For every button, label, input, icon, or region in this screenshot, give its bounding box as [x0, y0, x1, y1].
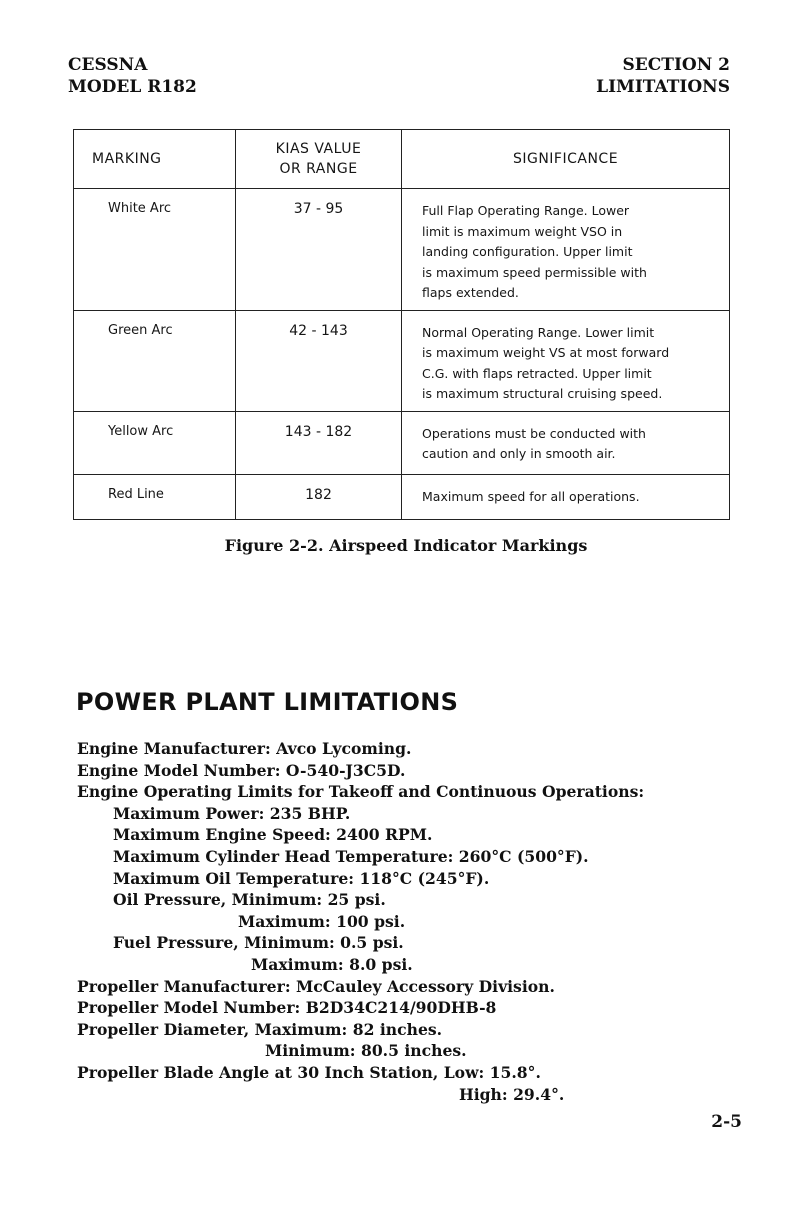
- header-section-title: LIMITATIONS: [596, 77, 730, 97]
- header-model: MODEL R182: [68, 77, 197, 97]
- operating-limits-heading: Engine Operating Limits for Takeoff and Continuous Operations:: [77, 782, 645, 802]
- cell-value: 182: [236, 474, 402, 519]
- cell-significance: [402, 474, 730, 519]
- header-section: SECTION 2: [622, 55, 730, 75]
- table-header-row: [74, 130, 730, 189]
- max-oil-temp: Maximum Oil Temperature: 118°C (245°F).: [113, 868, 490, 888]
- engine-manufacturer: Engine Manufacturer: Avco Lycoming.: [77, 739, 412, 758]
- cell-value: 37 - 95: [236, 189, 402, 311]
- cell-marking: White Arc: [74, 189, 236, 311]
- propeller-diameter-max: Propeller Diameter, Maximum: 82 inches.: [77, 1019, 443, 1039]
- sig-line: is maximum structural cruising speed.: [422, 386, 663, 401]
- cell-value: 143 - 182: [236, 411, 402, 474]
- table-row: [74, 411, 730, 474]
- cell-significance: [402, 189, 730, 311]
- sig-line: landing configuration. Upper limit: [422, 244, 633, 259]
- airspeed-markings-table: [73, 129, 730, 520]
- oil-pressure-max: Maximum: 100 psi.: [238, 911, 406, 931]
- cell-marking: Red Line: [74, 474, 236, 519]
- section-heading: POWER PLANT LIMITATIONS: [76, 688, 459, 716]
- fuel-pressure-min: Fuel Pressure, Minimum: 0.5 psi.: [113, 933, 404, 953]
- sig-line: limit is maximum weight VSO in: [422, 223, 623, 239]
- figure-caption: Figure 2-2. Airspeed Indicator Markings: [224, 536, 588, 555]
- col-header-kias-line1: KIAS VALUE: [275, 141, 362, 157]
- oil-pressure-min: Oil Pressure, Minimum: 25 psi.: [113, 890, 386, 910]
- power-plant-limits: [77, 738, 644, 1105]
- header-manufacturer: CESSNA: [68, 55, 148, 75]
- table-row: [74, 310, 730, 411]
- running-header-left: [68, 54, 197, 98]
- propeller-manufacturer: Propeller Manufacturer: McCauley Accessory Division.: [77, 976, 555, 996]
- table-row: [74, 474, 730, 519]
- table-row: [74, 189, 730, 311]
- sig-line: Operations must be conducted with: [422, 425, 646, 441]
- propeller-model: Propeller Model Number: B2D34C214/90DHB-8: [77, 998, 497, 1018]
- page-number: 2-5: [711, 1112, 742, 1132]
- engine-model: Engine Model Number: O-540-J3C5D.: [77, 760, 406, 780]
- sig-line: Normal Operating Range. Lower limit: [422, 324, 655, 340]
- sig-line: Full Flap Operating Range. Lower: [422, 203, 630, 218]
- running-header-right: [596, 54, 730, 98]
- max-cylinder-head-temp: Maximum Cylinder Head Temperature: 260°C (500°F).: [113, 846, 589, 866]
- max-engine-speed: Maximum Engine Speed: 2400 RPM.: [113, 825, 433, 845]
- col-header-significance: SIGNIFICANCE: [402, 130, 730, 189]
- col-header-marking: MARKING: [74, 130, 236, 189]
- fuel-pressure-max: Maximum: 8.0 psi.: [251, 954, 413, 974]
- cell-marking: Green Arc: [74, 310, 236, 411]
- blade-angle-low: Propeller Blade Angle at 30 Inch Station, Low: 15.8°.: [77, 1062, 541, 1082]
- cell-marking: Yellow Arc: [74, 411, 236, 474]
- cell-significance: [402, 411, 730, 474]
- sig-line: is maximum speed permissible with: [422, 264, 647, 280]
- propeller-diameter-min: Minimum: 80.5 inches.: [265, 1041, 467, 1061]
- sig-line: Maximum speed for all operations.: [422, 488, 640, 504]
- col-header-kias-line2: OR RANGE: [279, 161, 358, 177]
- max-power: Maximum Power: 235 BHP.: [113, 803, 351, 823]
- sig-line: C.G. with flaps retracted. Upper limit: [422, 365, 652, 381]
- cell-value: 42 - 143: [236, 310, 402, 411]
- blade-angle-high: High: 29.4°.: [459, 1084, 565, 1104]
- sig-line: caution and only in smooth air.: [422, 446, 616, 461]
- sig-line: is maximum weight VS at most forward: [422, 345, 670, 360]
- sig-line: flaps extended.: [422, 285, 519, 300]
- col-header-kias: [236, 130, 402, 189]
- cell-significance: [402, 310, 730, 411]
